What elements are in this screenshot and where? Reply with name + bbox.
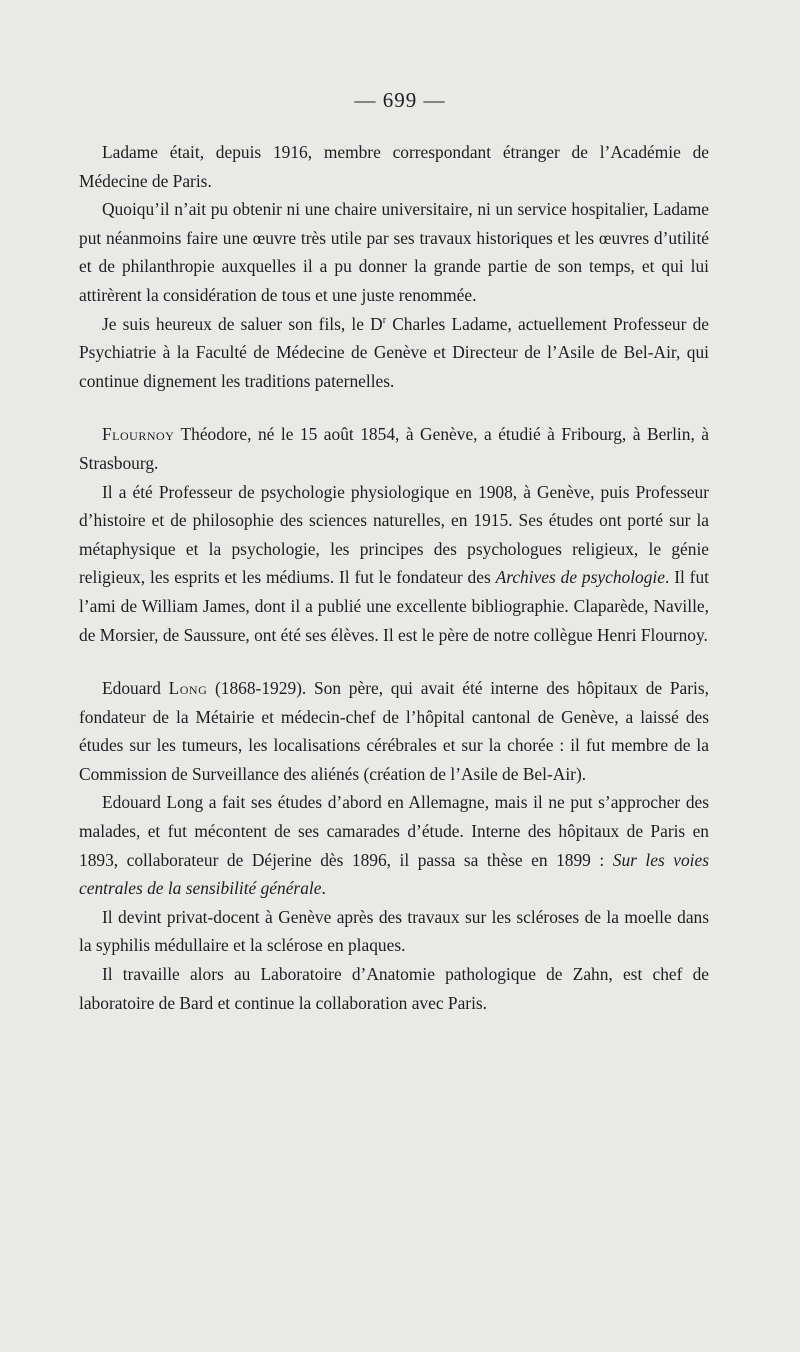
paragraph-text: .: [321, 878, 326, 899]
paragraph-text: (1868-1929). Son père, qui avait été interne des hôpitaux de Paris, fondateur de la Métairie et médecin-chef de l’hôpital cantonal de Genève, a laissé des études sur les tumeurs, les localisations cérébrales et sur la chorée : il fut membre de la Commission de Surveillance des aliénés (création de l’Asile de Bel-Air).: [79, 678, 709, 784]
paragraph-text: Ladame était, depuis 1916, membre correspondant étranger de l’Académie de Médecine de Paris.: [79, 142, 709, 191]
paragraph-text: Quoiqu’il n’ait pu obtenir ni une chaire universitaire, ni un service hospitalier, Ladame put néanmoins faire une œuvre très utile par ses travaux historiques et les œuvres d’utilité et de philanthropie auxquelles il a pu donner la grande partie de son temps, et qui lui attirèrent la considération de tous et une juste renommée.: [79, 199, 709, 305]
paragraph-text: . Il fut l’ami de William James, dont il a publié une excellente bibliographie. Claparède, Naville, de Morsier, de Saussure, ont été ses élèves. Il est le père de notre collègue Henri Flournoy.: [79, 567, 709, 645]
paragraph-text: Il travaille alors au Laboratoire d’Anatomie pathologique de Zahn, est chef de laboratoire de Bard et continue la collaboration avec Paris.: [79, 964, 709, 1013]
entry-name: Flournoy: [102, 424, 175, 445]
paragraph-text: Il devint privat-docent à Genève après des travaux sur les scléroses de la moelle dans la syphilis médullaire et la sclérose en plaques.: [79, 906, 709, 956]
paragraph-long-etudes: [79, 788, 709, 902]
paragraph-text: Je suis heureux de saluer son fils, le D: [102, 313, 383, 334]
paragraph-long-docent: [79, 903, 709, 960]
entry-name: Long: [168, 678, 208, 699]
page-body: [79, 138, 709, 1017]
italic-title: Archives de psychologie: [495, 567, 665, 588]
paragraph-flournoy-carriere: [79, 478, 709, 650]
paragraph-text: Charles Ladame, actuellement Professeur de Psychiatrie à la Faculté de Médecine de Genève et Directeur de l’Asile de Bel-Air, qui continue dignement les traditions paternelles.: [79, 313, 710, 391]
paragraph-ladame-academie: [79, 138, 709, 195]
paragraph-text: Edouard: [102, 678, 169, 699]
paragraph-long-laboratoire: [79, 960, 709, 1017]
paragraph-text: Théodore, né le 15 août 1854, à Genève, a étudié à Fribourg, à Berlin, à Strasbourg.: [79, 424, 709, 473]
entry-long: [79, 674, 709, 788]
italic-title: Sur les voies centrales de la sensibilité générale: [79, 849, 709, 899]
page-number: — 699 —: [354, 88, 446, 112]
superscript: r: [382, 314, 387, 326]
paragraph-text: Edouard Long a fait ses études d’abord en Allemagne, mais il ne put s’approcher des malades, et fut mécontent de ses camarades d’étude. Interne des hôpitaux de Paris en 1893, collaborateur de Déjerine dès 1896, il passa sa thèse en 1899 :: [79, 792, 709, 870]
paragraph-ladame-oeuvre: [79, 195, 709, 309]
paragraph-text: Il a été Professeur de psychologie physiologique en 1908, à Genève, puis Professeur d’histoire et de philosophie des sciences naturelles, en 1915. Ses études ont porté sur la métaphysique et la psychologie, les principes des psychologues religieux, le génie religieux, les esprits et les médiums. Il fut le fondateur des: [79, 481, 709, 588]
entry-flournoy: [79, 420, 709, 477]
paragraph-ladame-fils: [79, 310, 709, 396]
